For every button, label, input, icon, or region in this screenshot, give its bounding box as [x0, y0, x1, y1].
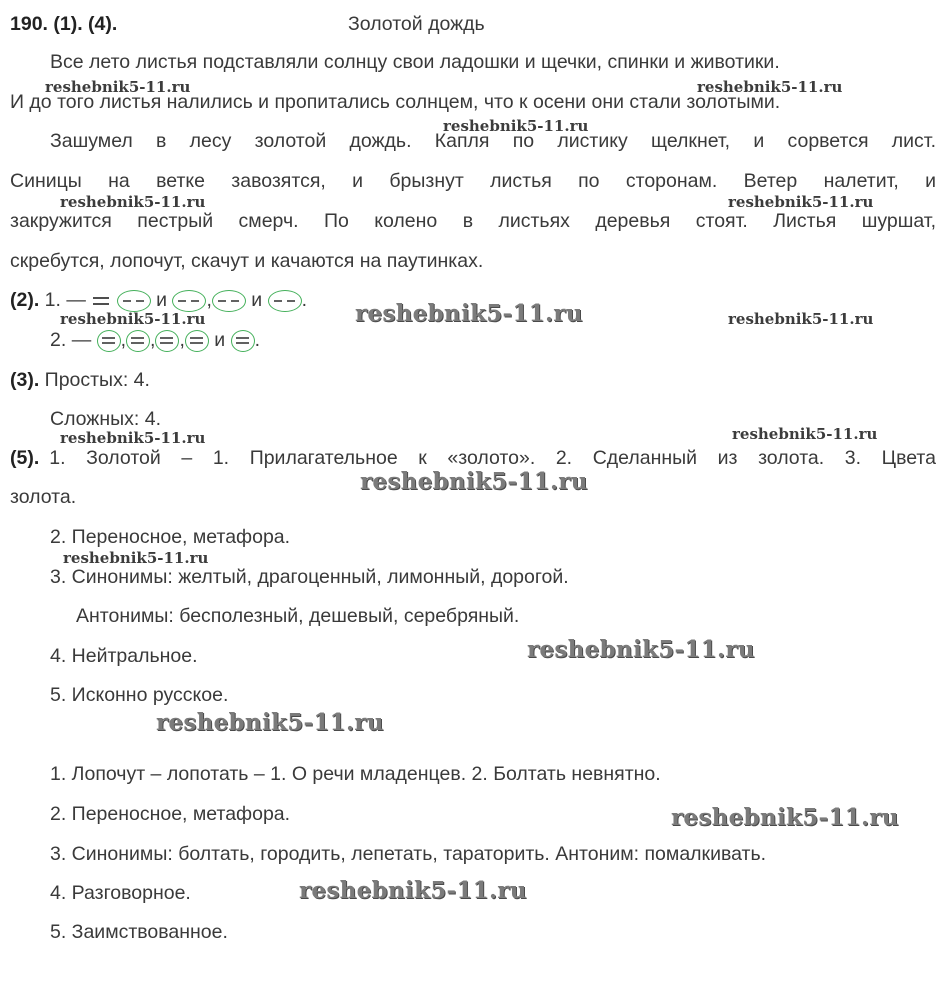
paragraph-1-line-2: И до того листья налились и пропитались солнцем, что к осени они стали золотыми. [10, 91, 781, 113]
watermark: reshebnik5-11.ru [60, 310, 206, 328]
task-2-marker: (2). [10, 289, 40, 311]
watermark: reshebnik5-11.ru [527, 636, 755, 663]
word-2-point-2: 2. Переносное, метафора. [50, 803, 291, 825]
exercise-number: 190. (1). (4). [10, 13, 118, 35]
word-1-point-4: 4. Нейтральное. [50, 645, 198, 667]
word-1-point-3: 3. Синонимы: желтый, драгоценный, лимонный, дорогой. [50, 566, 569, 588]
circle-dash-dot-icon [172, 290, 206, 312]
watermark: reshebnik5-11.ru [732, 425, 878, 443]
word-2-point-1: 1. Лопочут – лопотать – 1. О речи младенцев. 2. Болтать невнятно. [50, 763, 661, 785]
paragraph-2-line-1: Зашумел в лесу золотой дождь. Капля по листику щелкнет, и сорвется лист. [50, 130, 936, 152]
subject-dash: — [66, 289, 86, 311]
watermark: reshebnik5-11.ru [60, 193, 206, 211]
word-1-definition: 1. Золотой – 1. Прилагательное к «золото». 2. Сделанный из золота. 3. Цвета [49, 447, 936, 469]
watermark: reshebnik5-11.ru [728, 193, 874, 211]
circle-dash-dot-icon [268, 290, 302, 312]
word-1-point-2: 2. Переносное, метафора. [50, 526, 291, 548]
paragraph-2-line-2: Синицы на ветке завозятся, и брызнут листья по сторонам. Ветер налетит, и [10, 170, 936, 192]
watermark: reshebnik5-11.ru [299, 877, 527, 904]
circle-double-line-icon [126, 330, 150, 352]
watermark: reshebnik5-11.ru [697, 78, 843, 96]
comma: , [150, 329, 156, 351]
circle-double-line-icon [97, 330, 121, 352]
paragraph-1-line-1: Все лето листья подставляли солнцу свои ладошки и щечки, спинки и животики. [50, 51, 780, 73]
circle-dash-dot-icon [212, 290, 246, 312]
watermark: reshebnik5-11.ru [63, 549, 209, 567]
predicate-double-line-icon [91, 289, 116, 311]
subject-dash: — [71, 329, 92, 351]
scheme-row-2 [50, 328, 260, 352]
circle-dash-dot-icon [117, 290, 151, 312]
word-1-antonyms: Антонимы: бесполезный, дешевый, серебряный. [76, 605, 520, 627]
word-1-point-5: 5. Исконно русское. [50, 684, 229, 706]
scheme-2-number: 2. [50, 329, 67, 351]
watermark: reshebnik5-11.ru [60, 429, 206, 447]
watermark: reshebnik5-11.ru [728, 310, 874, 328]
watermark: reshebnik5-11.ru [45, 78, 191, 96]
scheme-1-number: 1. [44, 289, 61, 311]
comma: , [120, 329, 127, 351]
paragraph-2-line-4: скребутся, лопочут, скачут и качаются на паутинках. [10, 250, 484, 272]
word-1-definition-cont: золота. [10, 486, 77, 508]
watermark: reshebnik5-11.ru [360, 468, 588, 495]
word-2-point-3: 3. Синонимы: болтать, городить, лепетать, тараторить. Антоним: помалкивать. [50, 843, 767, 865]
word-2-point-5: 5. Заимствованное. [50, 921, 228, 943]
period: . [301, 289, 308, 311]
watermark: reshebnik5-11.ru [443, 117, 589, 135]
circle-double-line-icon [155, 330, 179, 352]
simple-count: Простых: 4. [44, 369, 150, 391]
conjunction-and: и [214, 329, 226, 351]
text-title: Золотой дождь [348, 13, 485, 35]
watermark: reshebnik5-11.ru [671, 804, 899, 831]
comma: , [179, 329, 185, 351]
watermark: reshebnik5-11.ru [355, 300, 583, 327]
task-5-line-1 [10, 446, 936, 470]
comma: , [206, 289, 212, 311]
watermark: reshebnik5-11.ru [156, 709, 384, 736]
task-3-line-1 [10, 368, 150, 392]
scheme-row-1 [10, 288, 307, 312]
complex-count: Сложных: 4. [50, 408, 161, 430]
task-3-marker: (3). [10, 369, 40, 391]
paragraph-2-line-3: закружится пестрый смерч. По колено в листьях деревья стоят. Листья шуршат, [10, 210, 936, 232]
period: . [254, 329, 261, 351]
task-5-marker: (5). [10, 447, 40, 469]
conjunction-and: и [156, 289, 168, 311]
word-2-point-4: 4. Разговорное. [50, 882, 191, 904]
circle-double-line-icon [185, 330, 209, 352]
conjunction-and: и [251, 289, 263, 311]
circle-double-line-icon [231, 330, 255, 352]
